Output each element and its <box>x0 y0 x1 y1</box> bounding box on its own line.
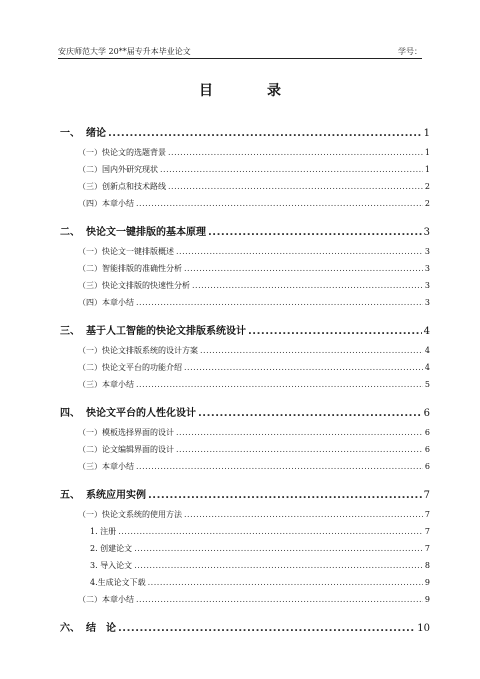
toc-section-title: 1. 注册 <box>90 527 117 536</box>
toc-section-entry[interactable] <box>60 147 430 158</box>
toc-page-number: 8 <box>424 561 430 570</box>
toc-section-title: （三）创新点和技术路线 <box>78 182 166 191</box>
toc-chapter-title: 绪论 <box>86 128 106 139</box>
toc-leader-dots <box>184 264 423 273</box>
toc-page-number: 2 <box>424 182 430 191</box>
toc-page-number: 9 <box>424 578 430 587</box>
toc-leader-dots <box>176 428 423 437</box>
toc-page-number: 1 <box>424 165 430 174</box>
toc-leader-dots <box>118 527 423 536</box>
page-header <box>58 46 422 57</box>
toc-leader-dots <box>136 462 423 471</box>
toc-leader-dots <box>184 363 423 372</box>
toc-section-title: （二）快论文平台的功能介绍 <box>78 363 182 372</box>
toc-section-entry[interactable] <box>60 427 430 438</box>
toc-page-number: 7 <box>424 544 430 553</box>
toc-section-title: （四）本章小结 <box>78 298 134 307</box>
toc-page-number: 6 <box>424 428 430 437</box>
toc-page-number: 3 <box>424 298 430 307</box>
toc-chapter-label <box>60 322 246 337</box>
toc-page-number: 7 <box>423 490 430 501</box>
toc-section-title: （二）本章小结 <box>78 595 134 604</box>
toc-section-entry[interactable] <box>60 379 430 390</box>
toc-leader-dots <box>134 544 423 553</box>
toc-page-number: 4 <box>424 346 430 355</box>
toc-leader-dots <box>248 326 422 337</box>
toc-leader-dots <box>134 561 423 570</box>
toc-leader-dots <box>148 490 422 501</box>
toc-section-entry[interactable] <box>60 362 430 373</box>
toc-page-number: 9 <box>424 595 430 604</box>
toc-section-entry[interactable] <box>60 594 430 605</box>
toc-page-number: 4 <box>424 363 430 372</box>
toc-section-title: （二）国内外研究现状 <box>78 165 158 174</box>
toc-section-entry[interactable] <box>60 280 430 291</box>
toc-leader-dots <box>208 227 422 238</box>
toc-chapter-title: 快论文平台的人性化设计 <box>86 408 196 419</box>
toc-chapter-title: 结 论 <box>86 623 116 634</box>
toc-section-title: （四）本章小结 <box>78 199 134 208</box>
toc-chapter-number: 三、 <box>60 326 80 337</box>
toc-section-entry[interactable] <box>60 297 430 308</box>
header-thesis-title: 安庆师范大学 20**届专升本毕业论文 <box>58 47 191 56</box>
toc-chapter-entry[interactable] <box>60 619 430 634</box>
toc-section-entry[interactable] <box>60 198 430 209</box>
toc-leader-dots <box>198 408 422 419</box>
toc-page-number: 6 <box>424 462 430 471</box>
toc-page-number: 3 <box>424 247 430 256</box>
toc-chapter-label <box>60 486 146 501</box>
toc-section-title: 2. 创建论文 <box>90 544 133 553</box>
toc-chapter-label <box>60 223 206 238</box>
toc-section-title: （二）论文编辑界面的设计 <box>78 445 174 454</box>
toc-section-entry[interactable] <box>60 560 430 571</box>
toc-chapter-title: 快论文一键排版的基本原理 <box>86 227 206 238</box>
toc-page-number: 5 <box>424 380 430 389</box>
toc-title: 目 录 <box>199 83 301 99</box>
toc-leader-dots <box>136 199 423 208</box>
toc-section-entry[interactable] <box>60 263 430 274</box>
toc-page-number: 6 <box>424 445 430 454</box>
toc-chapter-title: 基于人工智能的快论文排版系统设计 <box>86 326 246 337</box>
toc-page-number: 7 <box>424 527 430 536</box>
toc-chapter-title: 系统应用实例 <box>86 490 146 501</box>
toc-section-entry[interactable] <box>60 509 430 520</box>
toc-leader-dots <box>168 182 423 191</box>
toc-page-number: 10 <box>417 623 430 634</box>
toc-page-number: 3 <box>424 264 430 273</box>
toc-section-entry[interactable] <box>60 461 430 472</box>
header-divider <box>58 58 422 59</box>
toc-page-number: 3 <box>424 281 430 290</box>
toc-leader-dots <box>184 510 423 519</box>
toc-chapter-label <box>60 124 106 139</box>
toc-chapter-entry[interactable] <box>60 486 430 501</box>
toc-page-number: 7 <box>424 510 430 519</box>
toc-leader-dots <box>136 298 423 307</box>
toc-leader-dots <box>176 247 423 256</box>
toc-section-entry[interactable] <box>60 577 430 588</box>
toc-leader-dots <box>200 346 423 355</box>
toc-chapter-number: 五、 <box>60 490 80 501</box>
toc-section-title: 4.生成论文下载 <box>90 578 146 587</box>
toc-chapter-entry[interactable] <box>60 404 430 419</box>
toc-page-number: 4 <box>423 326 430 337</box>
toc-leader-dots <box>136 380 423 389</box>
toc-section-entry[interactable] <box>60 526 430 537</box>
toc-page-number: 1 <box>424 148 430 157</box>
toc-section-title: （一）快论文一键排版概述 <box>78 247 174 256</box>
toc-chapter-number: 四、 <box>60 408 80 419</box>
toc-section-title: 3. 导入论文 <box>90 561 133 570</box>
header-student-id: 学号： <box>398 47 422 56</box>
toc-chapter-number: 二、 <box>60 227 80 238</box>
toc-chapter-label <box>60 404 196 419</box>
toc-chapter-entry[interactable] <box>60 322 430 337</box>
toc-page-number: 3 <box>423 227 430 238</box>
toc-section-title: （一）快论文系统的使用方法 <box>78 510 182 519</box>
toc-chapter-label <box>60 619 116 634</box>
toc-section-title: （三）快论文排版的快速性分析 <box>78 281 190 290</box>
toc-section-title: （一）快论文的选题背景 <box>78 148 166 157</box>
toc-chapter-number: 一、 <box>60 128 80 139</box>
toc-section-entry[interactable] <box>60 181 430 192</box>
toc-leader-dots <box>176 445 423 454</box>
toc-leader-dots <box>160 165 423 174</box>
toc-leader-dots <box>118 623 415 634</box>
toc-section-title: （一）模板选择界面的设计 <box>78 428 174 437</box>
toc-leader-dots <box>148 578 423 587</box>
toc-section-title: （三）本章小结 <box>78 462 134 471</box>
toc-section-entry[interactable] <box>60 543 430 554</box>
toc-section-title: （三）本章小结 <box>78 380 134 389</box>
toc-section-entry[interactable] <box>60 345 430 356</box>
toc-chapter-entry[interactable] <box>60 124 430 139</box>
toc-leader-dots <box>192 281 423 290</box>
toc-leader-dots <box>136 595 423 604</box>
toc-chapter-entry[interactable] <box>60 223 430 238</box>
toc-page-number: 2 <box>424 199 430 208</box>
toc-leader-dots <box>168 148 423 157</box>
toc-section-entry[interactable] <box>60 444 430 455</box>
toc-leader-dots <box>108 128 422 139</box>
toc-section-title: （一）快论文排版系统的设计方案 <box>78 346 198 355</box>
toc-page-number: 6 <box>423 408 430 419</box>
toc-section-entry[interactable] <box>60 164 430 175</box>
toc-section-title: （二）智能排版的准确性分析 <box>78 264 182 273</box>
toc-page-number: 1 <box>423 128 430 139</box>
table-of-contents <box>60 116 430 642</box>
toc-chapter-number: 六、 <box>60 623 80 634</box>
toc-section-entry[interactable] <box>60 246 430 257</box>
